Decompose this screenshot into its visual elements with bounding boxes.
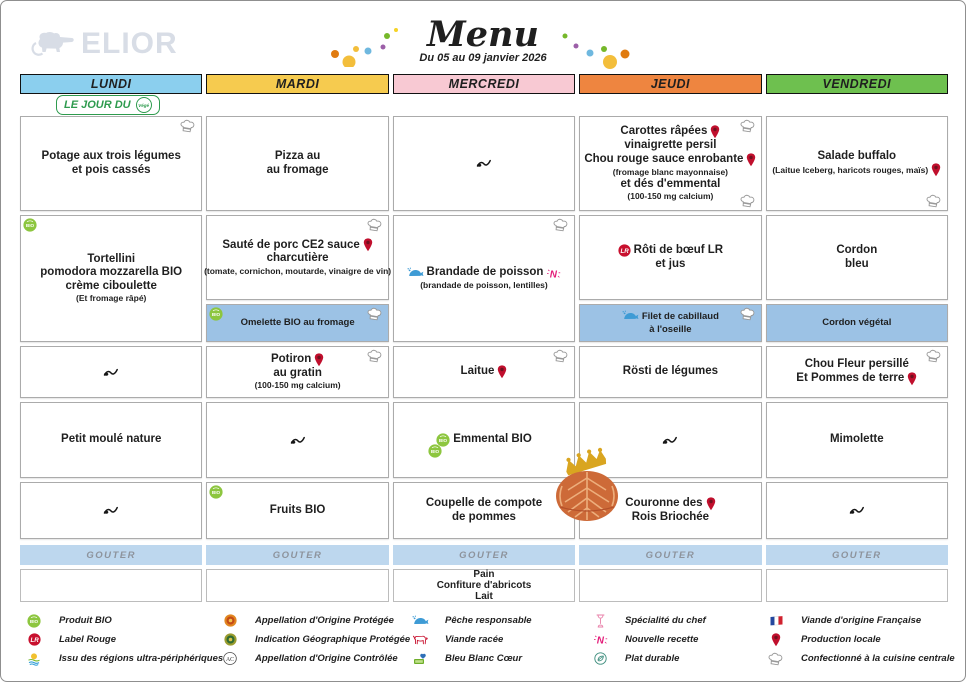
bio-icon: [27, 614, 41, 628]
dish-line: [618, 244, 723, 258]
badge-zone-mercredi: [393, 94, 575, 116]
dish-text: Rois Briochée: [631, 510, 710, 523]
legend-label: Production locale: [801, 634, 881, 645]
dish-text: (100-150 mg calcium): [254, 380, 341, 391]
vendredi-plat-alternative-cell: [766, 304, 948, 342]
date-range: Du 05 au 09 janvier 2026: [419, 52, 547, 64]
legend-label: Viande racée: [445, 634, 504, 645]
chef-specialty-icon: [595, 614, 606, 628]
day-header-lundi: LUNDI: [20, 74, 202, 94]
dish-text: Fruits BIO: [269, 503, 326, 516]
dish-text: Pizza au: [274, 150, 321, 162]
responsible-fishing-whale-icon: [622, 310, 639, 322]
dish-text: Laitue: [460, 365, 495, 378]
legend-label: Confectionné à la cuisine centrale: [801, 653, 955, 664]
responsible-fishing-whale-icon: [412, 615, 429, 627]
gouter-strip-lundi: GOUTER: [20, 545, 202, 565]
chef-hat-icon: [926, 349, 943, 363]
dish-text: Coupelle de compote: [425, 497, 543, 509]
dish-line: [620, 125, 720, 139]
dish-text: Chou rouge sauce enrobante: [584, 152, 744, 165]
dish-line: [204, 266, 391, 277]
dish-text: et jus: [655, 257, 686, 270]
location-pin-icon: [771, 633, 781, 647]
dish-text: Potage aux trois légumes: [41, 150, 181, 162]
dish-line: [845, 258, 869, 272]
legend: [25, 611, 957, 668]
dish-text: Confiture d'abricots: [436, 580, 532, 591]
squiggle-icon: [103, 367, 119, 378]
dish-line: [222, 238, 372, 252]
chef-hat-icon: [367, 218, 384, 232]
chef-hat-icon: [553, 349, 570, 363]
location-pin-icon: [363, 238, 373, 252]
lundi-fromage-cell: [20, 402, 202, 478]
legend-label: Viande d'origine Française: [801, 615, 922, 626]
mercredi-dessert-cell: [393, 482, 575, 539]
legend-label: Bleu Blanc Cœur: [445, 653, 523, 664]
dish-text: Cordon végétal: [822, 317, 892, 329]
dish-text: Mimolette: [829, 433, 884, 446]
dish-line: [426, 497, 542, 511]
legend-label: Issu des régions ultra-périphériques: [59, 653, 224, 664]
day-column-lundi: [20, 74, 202, 602]
legend-column: [767, 611, 957, 668]
ultra-peripheral-regions-icon: [27, 652, 41, 666]
lundi-dessert-cell: [20, 482, 202, 539]
legend-column: [25, 611, 224, 668]
svg-text:BIO: BIO: [430, 449, 440, 455]
legend-item: [411, 611, 591, 630]
location-pin-icon: [706, 497, 716, 511]
lundi-gouter-extra-cell: [20, 569, 202, 602]
dish-text: et dés d'emmental: [620, 177, 721, 190]
dish-text: au fromage: [266, 163, 329, 176]
page-header: [1, 1, 965, 74]
legend-item: [25, 630, 221, 649]
dish-text: Carottes râpées: [620, 125, 708, 138]
badge-zone-jeudi: [579, 94, 761, 116]
location-pin-icon: [746, 153, 756, 167]
legend-label: Pêche responsable: [445, 615, 532, 626]
dish-line: [271, 353, 324, 367]
dish-line: [241, 316, 355, 330]
legend-item: [221, 630, 411, 649]
aop-seal-icon: [224, 614, 237, 627]
bio-icon: [23, 218, 37, 232]
page-title: Menu: [427, 14, 539, 55]
day-header-jeudi: JEUDI: [579, 74, 761, 94]
dish-line: [420, 280, 548, 291]
day-column-vendredi: [766, 74, 948, 602]
dish-line: [836, 244, 877, 258]
dish-text: (Et fromage râpé): [76, 293, 147, 304]
dish-line: [61, 433, 161, 447]
dish-text: vinaigrette persil: [624, 139, 717, 151]
dish-text: Pain: [473, 569, 495, 580]
dish-text: (fromage blanc mayonnaise): [612, 166, 729, 177]
legend-column: [221, 611, 411, 668]
label-rouge-icon: [618, 244, 631, 257]
dish-line: [40, 266, 182, 280]
dish-line: [87, 253, 135, 267]
brand-name: ELIOR: [81, 27, 178, 60]
jeudi-fromage-cell: [579, 402, 761, 478]
legend-column: [591, 611, 767, 668]
svg-text:BIO: BIO: [439, 438, 448, 443]
dish-text: crème ciboulette: [65, 279, 157, 292]
svg-text:AC: AC: [225, 656, 235, 663]
dish-line: [452, 511, 516, 525]
legend-label: Label Rouge: [59, 634, 117, 645]
day-column-mercredi: [393, 74, 575, 602]
day-column-mardi: [204, 74, 392, 602]
dish-line: [461, 365, 508, 379]
lundi-legume-cell: [20, 346, 202, 398]
location-pin-icon: [497, 365, 507, 379]
dish-line: [817, 150, 896, 164]
dish-line: [275, 150, 320, 164]
mercredi-legume-cell: [393, 346, 575, 398]
vendredi-dessert-cell: [766, 482, 948, 539]
chef-hat-icon: [740, 194, 757, 208]
svg-text:BIO: BIO: [29, 618, 39, 624]
squiggle-icon: [849, 505, 865, 516]
dish-line: [830, 433, 884, 447]
responsible-fishing-whale-icon: [407, 267, 424, 279]
jeudi-plat-cell: [579, 215, 761, 300]
lundi-entree-cell: [20, 116, 202, 211]
badge-zone-lundi: [20, 94, 202, 116]
dish-text: Rôti de bœuf LR: [633, 244, 724, 256]
gouter-strip-jeudi: GOUTER: [579, 545, 761, 565]
dish-line: [655, 258, 685, 272]
svg-text:N: N: [596, 635, 604, 646]
dish-line: [475, 591, 493, 602]
dish-text: Chou Fleur persillé: [804, 358, 909, 371]
badge-zone-mardi: [206, 94, 388, 116]
jeudi-gouter-extra-cell: [579, 569, 761, 602]
dish-line: [437, 580, 532, 591]
legend-label: Spécialité du chef: [625, 615, 706, 626]
legend-item: [221, 649, 411, 668]
mercredi-gouter-extra-cell: [393, 569, 575, 602]
day-column-jeudi: [579, 74, 761, 602]
legend-label: Produit BIO: [59, 615, 112, 626]
day-header-mardi: MARDI: [206, 74, 388, 94]
dish-text: charcutière: [266, 252, 329, 265]
new-recipe-icon: [546, 267, 561, 280]
chef-hat-icon: [553, 218, 570, 232]
bleu-blanc-coeur-icon: [413, 653, 427, 665]
dish-text: pomodora mozzarella BIO: [40, 266, 183, 279]
legend-item: [591, 611, 767, 630]
french-flag-icon: [770, 615, 783, 627]
svg-text:LR: LR: [29, 637, 39, 644]
gouter-strip-mardi: GOUTER: [206, 545, 388, 565]
dish-line: [805, 358, 909, 372]
squiggle-icon: [662, 435, 678, 446]
dish-text: Filet de cabillaud: [641, 310, 719, 322]
legend-label: Appellation d'Origine Protégée: [255, 615, 394, 626]
cow-icon: [412, 634, 428, 646]
svg-text:BIO: BIO: [212, 490, 221, 495]
dish-line: [622, 310, 719, 324]
day-header-vendredi: VENDREDI: [766, 74, 948, 94]
dish-line: [613, 167, 728, 178]
confetti-dots-right: [551, 23, 641, 71]
mardi-dessert-cell: [206, 482, 388, 539]
dish-line: [796, 372, 917, 386]
location-pin-icon: [931, 163, 941, 177]
menu-grid: [20, 74, 948, 602]
mercredi-plat-cell: [393, 215, 575, 342]
dish-line: [273, 367, 322, 381]
svg-text:N: N: [550, 268, 558, 280]
legend-item: [591, 630, 767, 649]
badge-zone-vendredi: [766, 94, 948, 116]
dish-line: [649, 323, 691, 337]
dish-text: Petit moulé nature: [61, 433, 162, 446]
bio-icon: [209, 307, 223, 321]
jeudi-dessert-cell: [579, 482, 761, 539]
squiggle-icon: [290, 435, 306, 446]
jour-du-label: LE JOUR DU: [64, 99, 131, 111]
mardi-plat-cell: [204, 215, 392, 300]
dish-text: (brandade de poisson, lentilles): [420, 279, 548, 290]
vege-badge-icon: Végé: [136, 97, 152, 113]
lundi-plat-cell: [20, 215, 202, 342]
dish-text: Cordon: [836, 244, 878, 256]
legend-item: [411, 630, 591, 649]
dish-line: [407, 266, 562, 280]
dish-line: [632, 511, 709, 525]
dish-line: [270, 504, 326, 518]
dish-text: (tomate, cornichon, moutarde, vinaigre de vin): [204, 265, 392, 276]
mardi-legume-cell: [206, 346, 388, 398]
dish-text: Rösti de légumes: [622, 365, 718, 378]
dish-line: [72, 164, 151, 178]
dish-line: [624, 139, 716, 153]
vendredi-plat-cell: [766, 215, 948, 300]
dish-text: Sauté de porc CE2 sauce: [222, 238, 360, 251]
dish-text: au gratin: [273, 366, 322, 379]
mardi-entree-cell: [206, 116, 388, 211]
dish-text: de pommes: [452, 510, 516, 523]
legend-item: [767, 649, 957, 668]
vendredi-gouter-extra-cell: [766, 569, 948, 602]
dish-text: (Laitue Iceberg, haricots rouges, maïs): [772, 164, 929, 175]
dish-text: Omelette BIO au fromage: [240, 317, 355, 329]
dish-line: [625, 497, 715, 511]
legend-item: [25, 649, 224, 668]
legend-label: Indication Géographique Protégée: [255, 634, 411, 645]
buffalo-icon: [29, 31, 75, 57]
chef-hat-icon: [768, 652, 785, 666]
mardi-gouter-extra-cell: [206, 569, 388, 602]
dish-line: [267, 252, 329, 266]
legend-item: [25, 611, 221, 630]
dish-text: Tortellini: [87, 252, 136, 265]
sustainable-dish-icon: [594, 652, 607, 665]
svg-text:BIO: BIO: [25, 223, 35, 228]
dish-line: [76, 293, 146, 304]
legend-column: [411, 611, 591, 668]
dish-line: [65, 280, 156, 294]
gouter-strip-vendredi: GOUTER: [766, 545, 948, 565]
dish-text: Salade buffalo: [817, 149, 897, 162]
chef-hat-icon: [180, 119, 197, 133]
gouter-strip-mercredi: GOUTER: [393, 545, 575, 565]
vendredi-fromage-cell: [766, 402, 948, 478]
day-header-mercredi: MERCREDI: [393, 74, 575, 94]
legend-label: Plat durable: [625, 653, 680, 664]
dish-text: Et Pommes de terre: [796, 372, 905, 384]
legend-item: [591, 649, 767, 668]
dish-line: [436, 433, 532, 447]
chef-hat-icon: [740, 119, 757, 133]
dish-line: [42, 150, 181, 164]
legend-item: [411, 649, 591, 668]
vendredi-entree-cell: [766, 116, 948, 211]
dish-line: [772, 163, 941, 177]
chef-hat-icon: [740, 307, 757, 321]
dish-line: [822, 316, 891, 330]
dish-line: [473, 569, 494, 580]
dish-text: Potiron: [270, 353, 312, 365]
dish-line: [255, 380, 341, 391]
svg-text:LR: LR: [620, 248, 629, 256]
chef-hat-icon: [367, 349, 384, 363]
dish-text: Lait: [475, 591, 493, 602]
svg-text:BIO: BIO: [212, 312, 221, 317]
aoc-seal-icon: [223, 652, 237, 665]
jeudi-entree-cell: [579, 116, 761, 211]
location-pin-icon: [314, 353, 324, 367]
dish-line: [620, 178, 720, 192]
new-recipe-icon: [593, 633, 608, 646]
legend-label: Nouvelle recette: [625, 634, 699, 645]
chef-hat-icon: [367, 307, 384, 321]
igp-seal-icon: [224, 633, 237, 646]
legend-item: [767, 611, 957, 630]
mercredi-fromage-cell: [393, 402, 575, 478]
dish-text: Emmental BIO: [453, 433, 532, 446]
dish-line: [584, 153, 756, 167]
squiggle-icon: [103, 505, 119, 516]
jeudi-plat-alternative-cell: [579, 304, 761, 342]
dish-line: [623, 365, 718, 379]
elior-logo: [29, 27, 178, 61]
jeudi-legume-cell: [579, 346, 761, 398]
dish-text: à l'oseille: [649, 324, 692, 335]
dish-text: Couronne des: [625, 497, 703, 509]
chef-hat-icon: [926, 194, 943, 208]
dish-text: bleu: [844, 257, 869, 270]
vendredi-legume-cell: [766, 346, 948, 398]
dish-text: et pois cassés: [71, 163, 151, 176]
dish-line: [627, 191, 713, 202]
location-pin-icon: [710, 125, 720, 139]
dish-text: (100-150 mg calcium): [627, 191, 714, 201]
mardi-fromage-cell: [206, 402, 388, 478]
mercredi-entree-cell: [393, 116, 575, 211]
legend-item: [767, 630, 957, 649]
mardi-plat-alternative-cell: [206, 304, 388, 342]
legend-item: [221, 611, 411, 630]
label-rouge-icon: [28, 633, 41, 646]
squiggle-icon: [476, 158, 492, 169]
dish-line: [267, 164, 329, 178]
jour-du-badge: [56, 95, 160, 115]
legend-label: Appellation d'Origine Contrôlée: [255, 653, 398, 664]
bio-icon: [428, 444, 442, 458]
bio-icon: [209, 485, 223, 499]
dish-text: Brandade de poisson: [426, 266, 544, 279]
location-pin-icon: [907, 372, 917, 386]
